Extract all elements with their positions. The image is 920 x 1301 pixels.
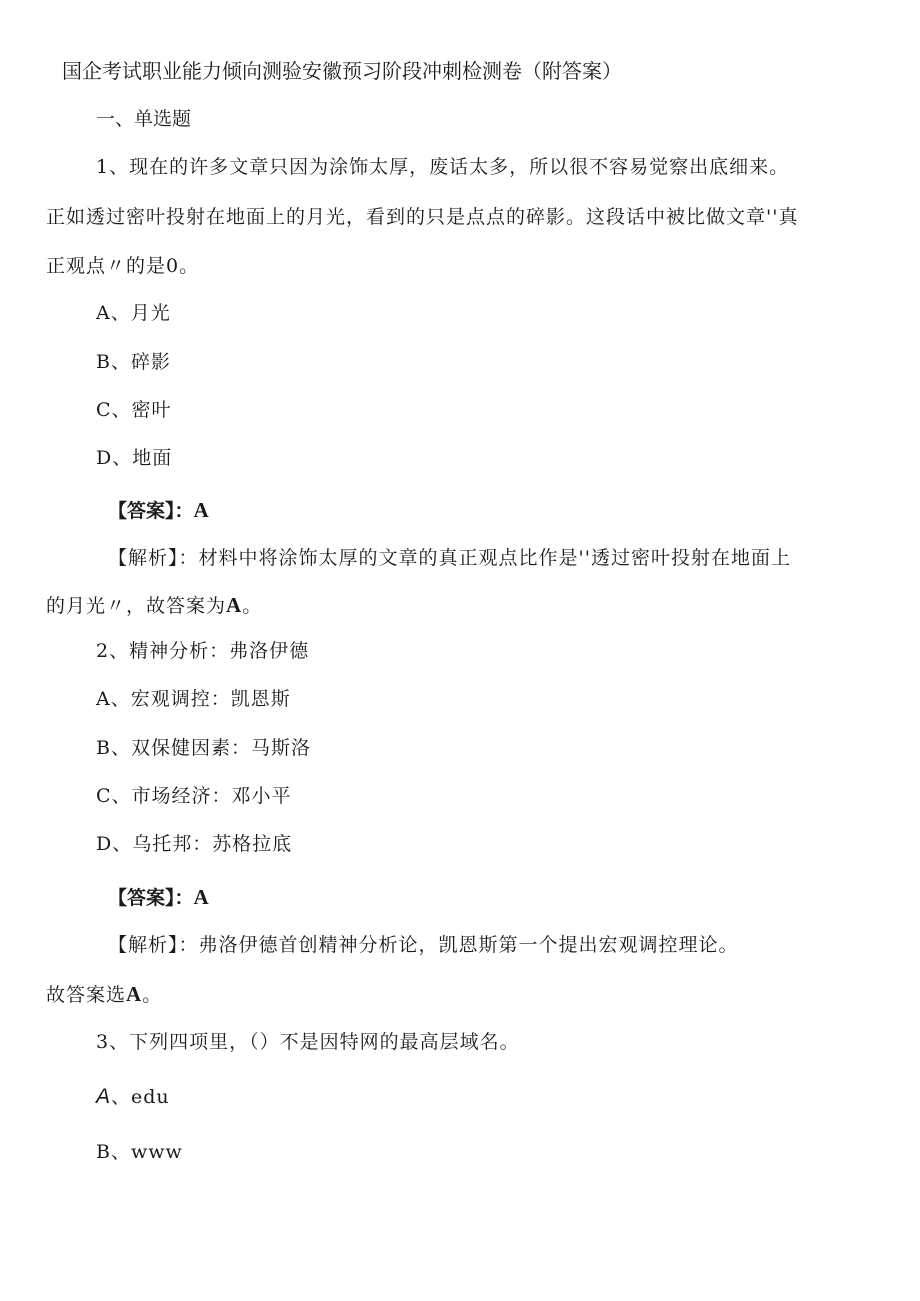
option-letter: A — [96, 1085, 112, 1108]
answer-value: A — [193, 885, 210, 909]
question-1-answer — [108, 497, 210, 524]
question-2-answer — [108, 884, 210, 911]
question-1-stem-line-2: 正如透过密叶投射在地面上的月光，看到的只是点点的碎影。这段话中被比做文章''真 — [46, 206, 799, 228]
analysis-text: 故答案选 — [46, 984, 127, 1006]
analysis-answer: A — [126, 982, 143, 1006]
question-1-stem-line-3: 正观点〃的是0。 — [46, 255, 200, 277]
question-2-stem: 2、精神分析：弗洛伊德 — [96, 640, 310, 662]
question-1-option-c: C、密叶 — [96, 399, 172, 421]
analysis-answer: A — [226, 593, 243, 617]
question-2-option-c: C、市场经济：邓小平 — [96, 785, 292, 807]
question-3-option-b: B、www — [96, 1141, 183, 1163]
analysis-end: 。 — [242, 595, 263, 617]
answer-value: A — [193, 498, 210, 522]
question-1-stem-line-1: 1、现在的许多文章只因为涂饰太厚，废话太多，所以很不容易觉察出底细来。 — [96, 156, 790, 178]
section-heading: 一、单选题 — [96, 108, 192, 130]
question-3-option-a — [96, 1084, 170, 1110]
question-1-option-d: D、地面 — [96, 447, 173, 469]
answer-label: 【答案】： — [108, 887, 194, 909]
question-1-analysis-line-2 — [46, 592, 262, 619]
question-2-option-d: D、乌托邦：苏格拉底 — [96, 833, 293, 855]
option-text: 、edu — [111, 1086, 170, 1108]
question-1-option-b: B、碎影 — [96, 351, 171, 373]
question-3-stem: 3、下列四项里，（）不是因特网的最高层域名。 — [96, 1031, 520, 1053]
question-2-analysis-line-2 — [46, 981, 162, 1008]
question-1-analysis-line-1: 【解析】：材料中将涂饰太厚的文章的真正观点比作是''透过密叶投射在地面上 — [108, 547, 791, 569]
question-1-option-a: A、月光 — [96, 302, 171, 324]
question-2-analysis-line-1: 【解析】：弗洛伊德首创精神分析论，凯恩斯第一个提出宏观调控理论。 — [108, 934, 739, 956]
question-2-option-a: A、宏观调控：凯恩斯 — [96, 688, 291, 710]
question-2-option-b: B、双保健因素：马斯洛 — [96, 737, 311, 759]
analysis-end: 。 — [142, 984, 163, 1006]
document-title: 国企考试职业能力倾向测验安徽预习阶段冲刺检测卷（附答案） — [62, 59, 622, 83]
analysis-text: 的月光〃，故答案为 — [46, 595, 227, 617]
answer-label: 【答案】： — [108, 500, 194, 522]
